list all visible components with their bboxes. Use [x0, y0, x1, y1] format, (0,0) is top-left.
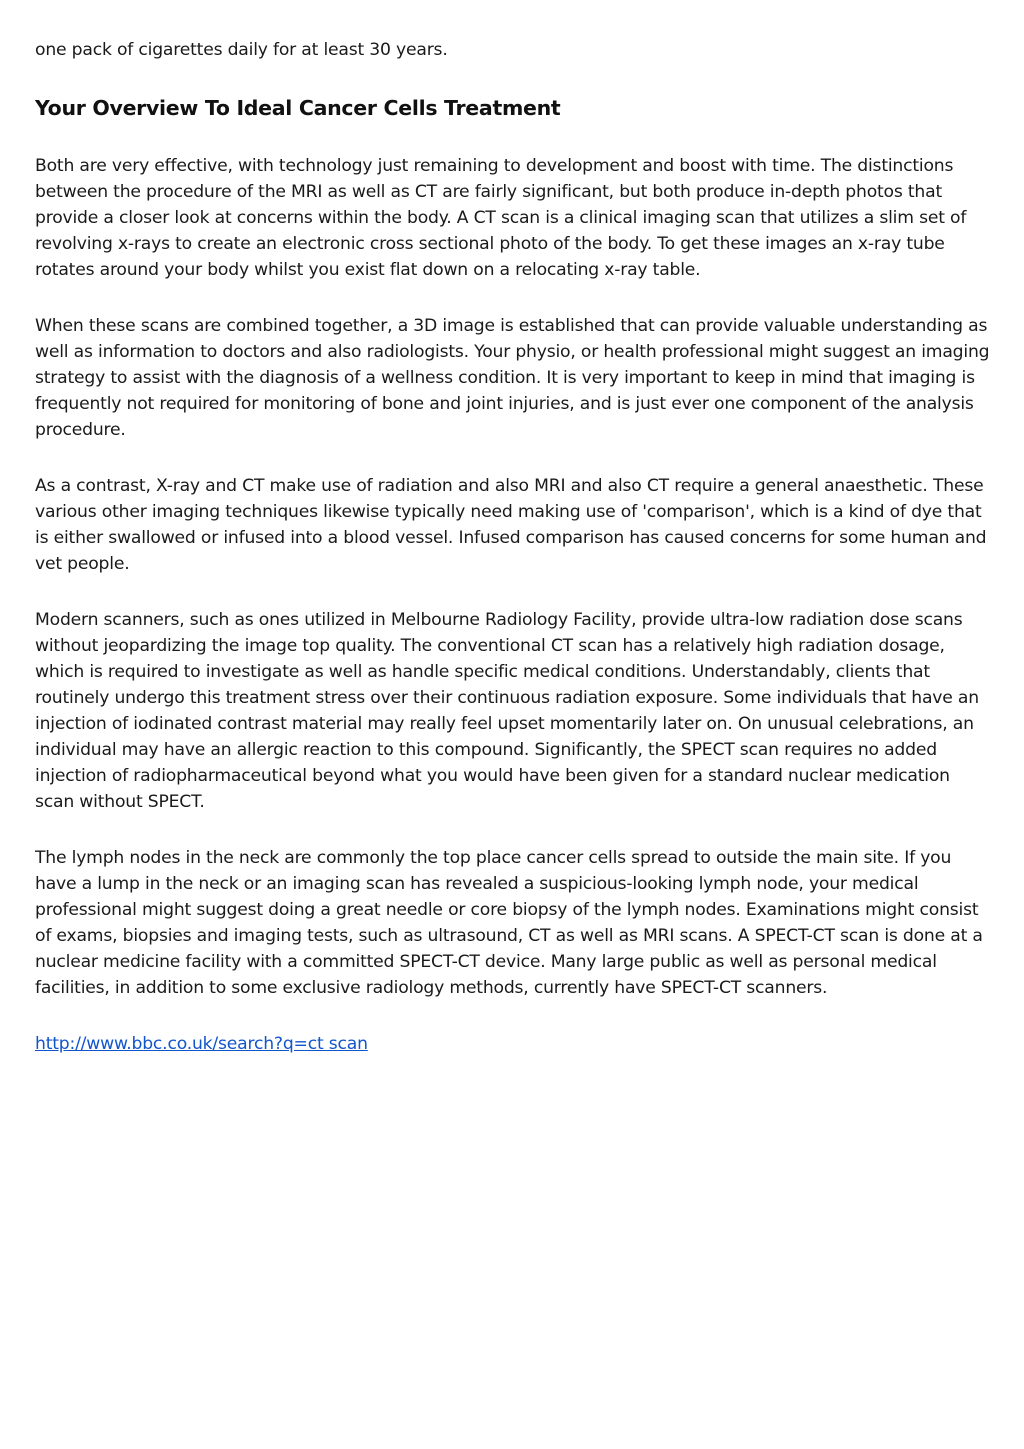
intro-fragment: one pack of cigarettes daily for at least 30 years.	[35, 40, 448, 60]
paragraph-1: Both are very effective, with technology just remaining to development and boost with time. The distinctions between the procedure of the MRI as well as CT are fairly significant, but both produce in-depth photos that provide a closer look at concerns within the body. A CT scan is a clinical imaging scan that utilizes a slim set of revolving x-rays to create an electronic cross sectional photo of the body. To get these images an x-ray tube rotates around your body whilst you exist flat down on a relocating x-ray table.	[35, 156, 967, 280]
paragraph-2: When these scans are combined together, a 3D image is established that can provide valuable understanding as well as information to doctors and also radiologists. Your physio, or health professional might suggest an imaging strategy to assist with the diagnosis of a wellness condition. It is very important to keep in mind that imaging is frequently not required for monitoring of bone and joint injuries, and is just ever one component of the analysis procedure.	[35, 316, 990, 440]
paragraph-4: Modern scanners, such as ones utilized in Melbourne Radiology Facility, provide ultra-low radiation dose scans without jeopardizing the image top quality. The conventional CT scan has a relatively high radiation dosage, which is required to investigate as well as handle specific medical conditions. Understandably, clients that routinely undergo this treatment stress over their continuous radiation exposure. Some individuals that have an injection of iodinated contrast material may really feel upset momentarily later on. On unusual celebrations, an individual may have an allergic reaction to this compound. Significantly, the SPECT scan requires no added injection of radiopharmaceutical beyond what you would have been given for a standard nuclear medication scan without SPECT.	[35, 610, 979, 812]
paragraph-3: As a contrast, X-ray and CT make use of radiation and also MRI and also CT require a general anaesthetic. These various other imaging techniques likewise typically need making use of 'comparison', which is a kind of dye that is either swallowed or infused into a blood vessel. Infused comparison has caused concerns for some human and vet people.	[35, 476, 987, 574]
document-page	[35, 37, 990, 1087]
section-heading: Your Overview To Ideal Cancer Cells Treatment	[35, 96, 561, 120]
link-paragraph	[35, 1031, 990, 1057]
paragraph-5: The lymph nodes in the neck are commonly the top place cancer cells spread to outside the main site. If you have a lump in the neck or an imaging scan has revealed a suspicious-looking lymph node, your medical professional might suggest doing a great needle or core biopsy of the lymph nodes. Examinations might consist of exams, biopsies and imaging tests, such as ultrasound, CT as well as MRI scans. A SPECT-CT scan is done at a nuclear medicine facility with a committed SPECT-CT device. Many large public as well as personal medical facilities, in addition to some exclusive radiology methods, currently have SPECT-CT scanners.	[35, 848, 983, 998]
bbc-search-link[interactable]: http://www.bbc.co.uk/search?q=ct scan	[35, 1034, 368, 1054]
